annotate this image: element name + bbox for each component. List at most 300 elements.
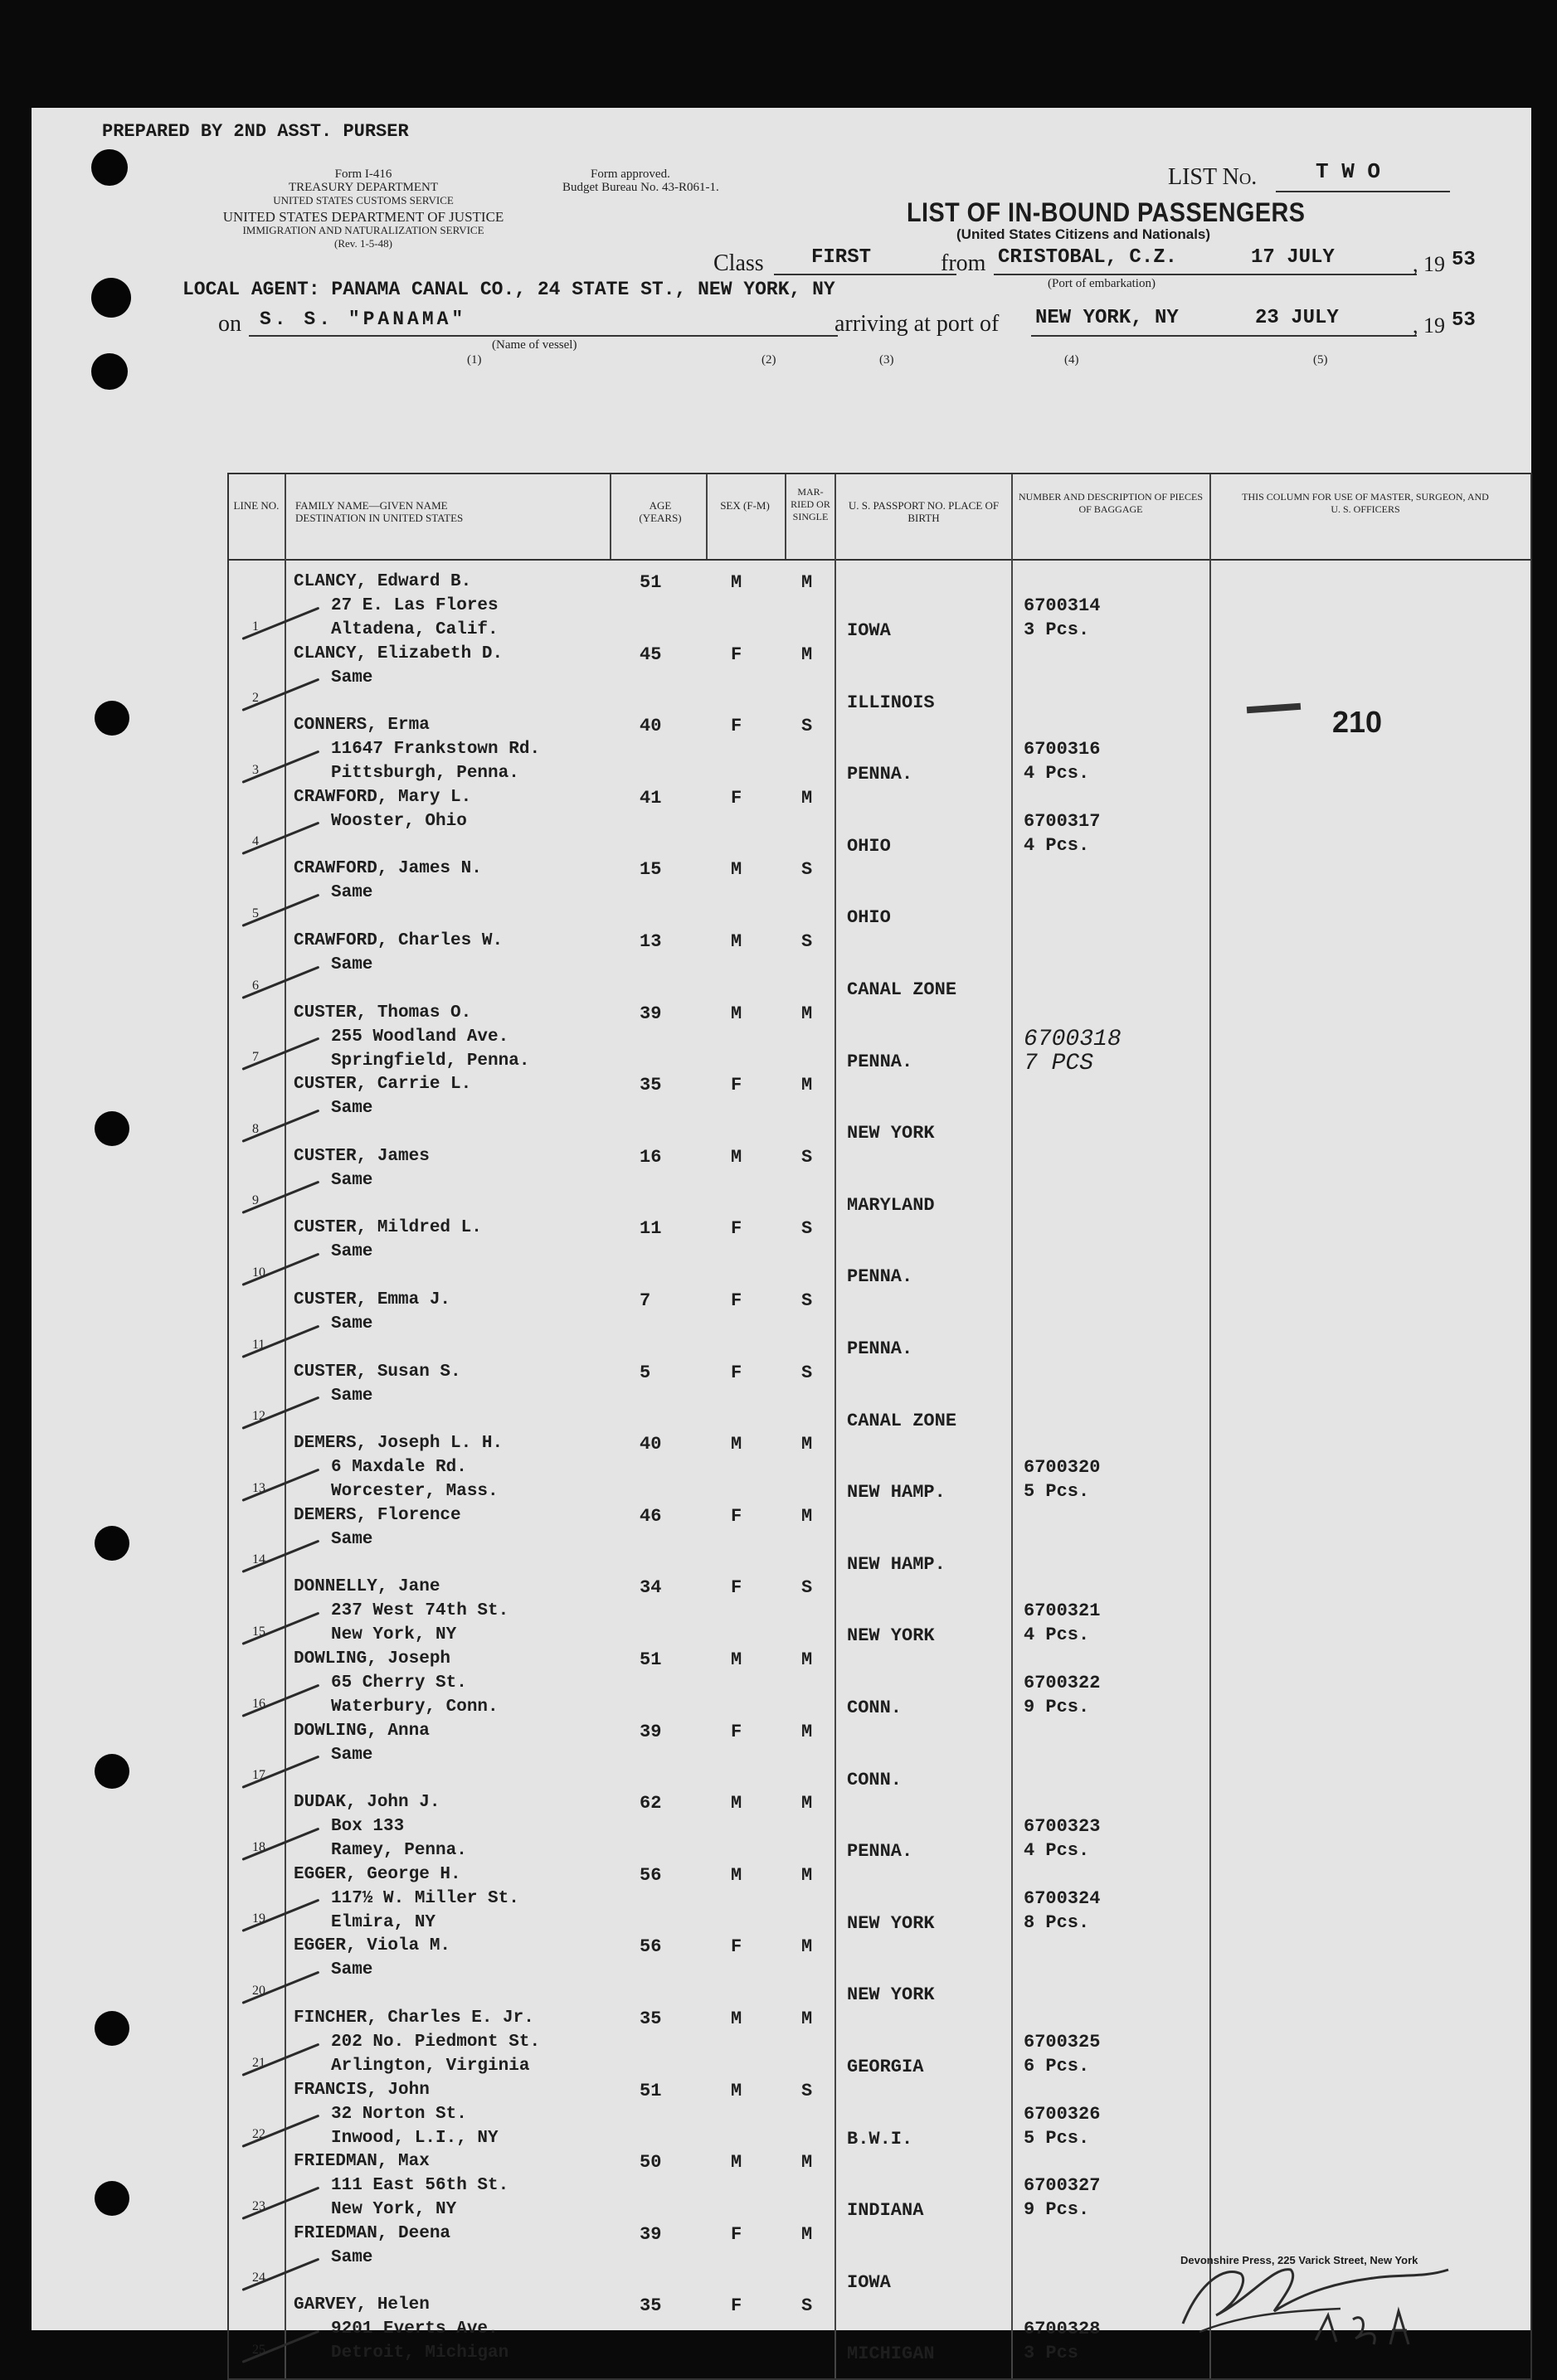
local-agent: LOCAL AGENT: PANAMA CANAL CO., 24 STATE ST., NEW YORK, NY [182, 279, 835, 300]
table-row [229, 572, 1530, 644]
passenger-address: Same [331, 2247, 373, 2267]
baggage-pieces: 3 Pcs. [1024, 619, 1090, 640]
passenger-marital-status: M [801, 1075, 813, 1096]
row-number: 19 [252, 1911, 265, 1926]
row-number: 21 [252, 2055, 265, 2070]
passenger-marital-status: M [801, 1003, 813, 1024]
table-row [229, 788, 1530, 860]
passenger-address: Worcester, Mass. [331, 1482, 499, 1502]
baggage-number: 6700325 [1024, 2032, 1101, 2052]
passenger-marital-status: S [801, 931, 813, 952]
place-of-birth: GEORGIA [847, 2057, 924, 2077]
col-header-name: FAMILY NAME—GIVEN NAME DESTINATION IN UNITED STATES [295, 499, 464, 524]
passenger-address: 202 No. Piedmont St. [331, 2033, 541, 2052]
passenger-age: 39 [640, 2223, 662, 2245]
class-value: FIRST [811, 246, 872, 269]
passenger-marital-status: S [801, 1146, 813, 1168]
form-line: UNITED STATES DEPARTMENT OF JUSTICE [222, 209, 504, 225]
column-rule [610, 474, 611, 559]
passenger-address: Same [331, 1314, 373, 1333]
passenger-sex: F [731, 716, 742, 737]
place-of-birth: NEW YORK [847, 1912, 935, 1934]
row-number: 1 [252, 619, 259, 634]
passenger-address: Same [331, 1960, 373, 1980]
passenger-address: Same [331, 955, 373, 974]
passenger-marital-status: S [801, 1577, 813, 1599]
passenger-sex: F [731, 644, 742, 665]
passenger-sex: F [731, 2295, 742, 2317]
manifest-sheet [32, 108, 1531, 2365]
vessel-underline [249, 335, 838, 337]
column-number: (2) [761, 353, 776, 367]
passenger-age: 7 [640, 1290, 651, 1311]
passenger-marital-status: M [801, 2223, 813, 2245]
passenger-age: 45 [640, 644, 662, 665]
approval-block [562, 168, 719, 194]
place-of-birth: MARYLAND [847, 1194, 935, 1216]
passenger-name: DOWLING, Anna [294, 1721, 430, 1741]
passenger-age: 13 [640, 931, 662, 952]
baggage-number: 6700326 [1024, 2103, 1101, 2125]
arrival-date: 23 JULY [1255, 307, 1339, 329]
passenger-sex: F [731, 1290, 742, 1311]
row-number: 23 [252, 2198, 265, 2213]
passenger-address: 11647 Frankstown Rd. [331, 740, 541, 760]
on-label: on [218, 311, 241, 337]
passenger-marital-status: S [801, 716, 813, 737]
place-of-birth: PENNA. [847, 1051, 913, 1072]
table-row [229, 1362, 1530, 1435]
col-header-officers: THIS COLUMN FOR USE OF MASTER, SURGEON, AND U. S. OFFICERS [1242, 491, 1489, 515]
place-of-birth: PENNA. [847, 1338, 913, 1359]
passenger-sex: F [731, 1577, 742, 1599]
passenger-name: FINCHER, Charles E. Jr. [294, 2008, 534, 2028]
place-of-birth: NEW YORK [847, 1984, 935, 2006]
place-of-birth: PENNA. [847, 1841, 913, 1863]
passenger-sex: M [731, 2152, 742, 2174]
baggage-pieces: 4 Pcs. [1024, 1625, 1090, 1646]
passenger-address: 9201 Everts Ave. [331, 2319, 499, 2339]
baggage-number: 6700316 [1024, 739, 1101, 760]
passenger-age: 40 [640, 1434, 662, 1455]
passenger-age: 35 [640, 1075, 662, 1096]
place-of-birth: PENNA. [847, 1266, 913, 1288]
column-rule [785, 474, 786, 559]
punch-hole [95, 2181, 129, 2216]
passenger-name: CUSTER, Thomas O. [294, 1003, 472, 1022]
passenger-sex: F [731, 1936, 742, 1958]
col-header-age: AGE (YEARS) [639, 499, 682, 524]
passenger-address: Arlington, Virginia [331, 2057, 530, 2076]
row-number: 9 [252, 1193, 259, 1208]
passenger-sex: F [731, 1721, 742, 1742]
row-number: 2 [252, 691, 259, 706]
passenger-marital-status: S [801, 1362, 813, 1383]
passenger-address: Same [331, 1242, 373, 1262]
class-label: Class [713, 250, 764, 276]
place-of-birth: CANAL ZONE [847, 979, 957, 1000]
passenger-age: 15 [640, 859, 662, 881]
page-subtitle: (United States Citizens and Nationals) [956, 226, 1211, 242]
passenger-address: 237 West 74th St. [331, 1601, 509, 1621]
passenger-address: Springfield, Penna. [331, 1051, 530, 1071]
passenger-age: 51 [640, 1649, 662, 1670]
footer-press: Devonshire Press, 225 Varick Street, New York [1180, 2254, 1418, 2266]
passenger-name: CRAWFORD, Charles W. [294, 931, 504, 950]
table-row [229, 859, 1530, 931]
passenger-age: 56 [640, 1864, 662, 1886]
place-of-birth: CANAL ZONE [847, 1410, 957, 1431]
baggage-pieces: 5 Pcs. [1024, 1481, 1090, 1503]
form-line: (Rev. 1-5-48) [334, 237, 392, 250]
passenger-marital-status: M [801, 1864, 813, 1886]
from-value: CRISTOBAL, C.Z. [998, 246, 1178, 269]
passenger-age: 35 [640, 2295, 662, 2317]
passenger-marital-status: S [801, 859, 813, 881]
passenger-sex: F [731, 787, 742, 809]
passenger-sex: M [731, 1649, 742, 1670]
passenger-address: New York, NY [331, 1625, 457, 1645]
table-row [229, 1793, 1530, 1865]
place-of-birth: INDIANA [847, 2200, 924, 2222]
passenger-sex: F [731, 1075, 742, 1096]
passenger-name: EGGER, Viola M. [294, 1936, 451, 1956]
passenger-name: DOWLING, Joseph [294, 1649, 451, 1668]
baggage-pieces: 9 Pcs. [1024, 1697, 1090, 1717]
column-rule [706, 474, 708, 559]
passenger-marital-status: S [801, 1290, 813, 1311]
year-prefix: , 19 [1413, 252, 1445, 276]
table-row [229, 1218, 1530, 1290]
table-row [229, 1577, 1530, 1649]
passenger-address: Wooster, Ohio [331, 811, 467, 831]
passenger-sex: M [731, 1003, 742, 1024]
passenger-marital-status: M [801, 644, 813, 665]
baggage-number: 6700322 [1024, 1673, 1101, 1693]
arrival-port: NEW YORK, NY [1035, 307, 1179, 329]
row-number: 10 [252, 1265, 265, 1280]
passenger-address: Detroit, Michigan [331, 2344, 509, 2363]
place-of-birth: PENNA. [847, 764, 913, 785]
passenger-age: 35 [640, 2008, 662, 2029]
col-header-line: LINE NO. [233, 499, 280, 512]
passenger-age: 5 [640, 1362, 651, 1383]
approval-line: Form approved. [591, 168, 670, 181]
passenger-name: CRAWFORD, James N. [294, 859, 482, 879]
passenger-address: Same [331, 1529, 373, 1549]
year-prefix: , 19 [1413, 313, 1445, 338]
list-no-value: T W O [1316, 159, 1381, 184]
passenger-address: Inwood, L.I., NY [331, 2128, 499, 2148]
passenger-name: CUSTER, Susan S. [294, 1362, 461, 1382]
passenger-age: 39 [640, 1721, 662, 1742]
form-line: UNITED STATES CUSTOMS SERVICE [273, 194, 454, 206]
passenger-sex: M [731, 931, 742, 952]
place-of-birth: NEW YORK [847, 1123, 935, 1144]
passenger-address: Same [331, 1386, 373, 1406]
passenger-age: 41 [640, 787, 662, 809]
passenger-address: 32 Norton St. [331, 2104, 467, 2124]
arriving-label: arriving at port of [834, 311, 1000, 337]
passenger-address: Same [331, 1099, 373, 1119]
row-number: 20 [252, 1983, 265, 1998]
row-number: 24 [252, 2271, 265, 2285]
passenger-marital-status: S [801, 1218, 813, 1240]
column-number: (1) [467, 353, 482, 367]
row-number: 22 [252, 2127, 265, 2142]
passenger-address: New York, NY [331, 2200, 457, 2220]
baggage-pieces: 4 Pcs. [1024, 1840, 1090, 1862]
table-row [229, 2081, 1530, 2153]
column-number: (5) [1313, 353, 1328, 367]
passenger-address: 27 E. Las Flores [331, 596, 499, 615]
passenger-marital-status: S [801, 2295, 813, 2317]
baggage-pieces: 7 PCS [1024, 1050, 1094, 1076]
baggage-pieces: 3 Pcs [1024, 2343, 1079, 2364]
baggage-number: 6700320 [1024, 1457, 1101, 1479]
passenger-address: 255 Woodland Ave. [331, 1027, 509, 1047]
passenger-marital-status: M [801, 1721, 813, 1742]
baggage-pieces: 4 Pcs. [1024, 834, 1090, 856]
place-of-birth: IOWA [847, 2271, 891, 2293]
punch-hole [91, 149, 128, 186]
passenger-name: CLANCY, Elizabeth D. [294, 644, 504, 663]
passenger-age: 11 [640, 1218, 662, 1240]
baggage-pieces: 4 Pcs. [1024, 763, 1090, 784]
baggage-number: 6700324 [1024, 1887, 1101, 1909]
row-number: 16 [252, 1696, 265, 1711]
baggage-number: 6700323 [1024, 1816, 1101, 1838]
row-number: 3 [252, 762, 259, 777]
passenger-sex: M [731, 1864, 742, 1886]
punch-hole [95, 1111, 129, 1146]
vessel-name: S. S. "PANAMA" [260, 308, 467, 330]
passenger-name: FRIEDMAN, Max [294, 2152, 430, 2172]
table-row [229, 1147, 1530, 1219]
passenger-age: 39 [640, 1003, 662, 1024]
passenger-age: 16 [640, 1146, 662, 1168]
passenger-age: 46 [640, 1505, 662, 1527]
baggage-pieces: 6 Pcs. [1024, 2056, 1090, 2076]
from-underline [994, 274, 1417, 275]
passenger-address: Waterbury, Conn. [331, 1698, 499, 1717]
passenger-address: Elmira, NY [331, 1912, 436, 1932]
list-no-label: LIST No. [1168, 164, 1258, 190]
row-number: 14 [252, 1552, 265, 1567]
punch-hole [95, 701, 129, 736]
list-no-underline [1276, 191, 1450, 192]
place-of-birth: B.W.I. [847, 2128, 913, 2149]
baggage-number: 6700317 [1024, 810, 1101, 832]
passenger-marital-status: M [801, 1793, 813, 1814]
baggage-number: 6700321 [1024, 1600, 1101, 1622]
col-header-married: MAR-RIED OR SINGLE [791, 486, 830, 522]
officer-note: 210 [1332, 705, 1383, 739]
col-header-baggage: NUMBER AND DESCRIPTION OF PIECES OF BAGGAGE [1018, 491, 1204, 515]
row-number: 7 [252, 1050, 259, 1065]
vessel-caption: (Name of vessel) [492, 338, 577, 352]
row-number: 6 [252, 978, 259, 993]
arrival-year: 53 [1452, 309, 1476, 332]
passenger-address: Ramey, Penna. [331, 1841, 467, 1861]
passenger-marital-status: M [801, 1505, 813, 1527]
passenger-name: CUSTER, Emma J. [294, 1290, 451, 1309]
passenger-name: CRAWFORD, Mary L. [294, 787, 472, 807]
passenger-name: FRANCIS, John [294, 2080, 430, 2100]
table-row [229, 2008, 1530, 2081]
passenger-name: GARVEY, Helen [294, 2295, 430, 2315]
punch-hole [95, 1754, 129, 1789]
passenger-age: 62 [640, 1793, 662, 1814]
form-line: IMMIGRATION AND NATURALIZATION SERVICE [242, 224, 484, 236]
place-of-birth: ILLINOIS [847, 692, 935, 713]
header-rule [229, 559, 1530, 561]
passenger-name: CUSTER, Carrie L. [294, 1075, 472, 1095]
passenger-address: 117½ W. Miller St. [331, 1888, 519, 1908]
arrival-underline [1031, 335, 1417, 337]
punch-hole [91, 353, 128, 390]
punch-hole [91, 278, 131, 318]
baggage-number: 6700328 [1024, 2319, 1101, 2340]
passenger-name: FRIEDMAN, Deena [294, 2223, 451, 2243]
baggage-number: 6700318 [1024, 1026, 1122, 1052]
passenger-marital-status: M [801, 787, 813, 809]
passenger-name: DONNELLY, Jane [294, 1577, 440, 1597]
passenger-address: Same [331, 883, 373, 903]
passenger-sex: F [731, 2223, 742, 2245]
passenger-age: 51 [640, 572, 662, 593]
departure-year: 53 [1452, 249, 1476, 271]
row-number: 11 [252, 1337, 265, 1352]
passenger-age: 34 [640, 1577, 662, 1599]
passenger-marital-status: M [801, 2152, 813, 2174]
passenger-marital-status: M [801, 1434, 813, 1455]
passenger-sex: M [731, 2008, 742, 2029]
table-row [229, 1506, 1530, 1578]
table-row [229, 931, 1530, 1003]
passenger-address: Altadena, Calif. [331, 620, 499, 639]
table-row [229, 1936, 1530, 2008]
place-of-birth: CONN. [847, 1698, 903, 1718]
passenger-name: EGGER, George H. [294, 1864, 461, 1884]
baggage-pieces: 8 Pcs. [1024, 1911, 1090, 1933]
row-number: 18 [252, 1839, 265, 1854]
row-number: 13 [252, 1480, 265, 1495]
passenger-sex: F [731, 1218, 742, 1240]
column-number: (4) [1064, 353, 1079, 367]
place-of-birth: OHIO [847, 835, 891, 857]
passenger-address: 111 East 56th St. [331, 2176, 509, 2196]
place-of-birth: NEW HAMP. [847, 1553, 946, 1575]
passenger-name: DEMERS, Florence [294, 1505, 461, 1525]
approval-line: Budget Bureau No. 43-R061-1. [562, 181, 719, 194]
place-of-birth: CONN. [847, 1769, 903, 1790]
table-row [229, 1434, 1530, 1506]
passenger-name: CUSTER, Mildred L. [294, 1218, 482, 1238]
table-row [229, 2152, 1530, 2224]
passenger-name: CONNERS, Erma [294, 716, 430, 736]
port-caption: (Port of embarkation) [1048, 277, 1156, 290]
passenger-marital-status: S [801, 2080, 813, 2101]
table-row [229, 1075, 1530, 1147]
passenger-age: 40 [640, 716, 662, 737]
table-row [229, 1865, 1530, 1937]
passenger-marital-status: M [801, 1936, 813, 1958]
page-title: LIST OF IN-BOUND PASSENGERS [907, 197, 1306, 227]
row-number: 5 [252, 906, 259, 920]
row-number: 15 [252, 1624, 265, 1639]
passenger-sex: M [731, 572, 742, 593]
table-row [229, 1649, 1530, 1722]
baggage-pieces: 5 Pcs. [1024, 2127, 1090, 2149]
table-row [229, 1722, 1530, 1794]
passenger-address: Same [331, 1745, 373, 1765]
column-number: (3) [879, 353, 894, 367]
passenger-age: 56 [640, 1936, 662, 1958]
passenger-name: DEMERS, Joseph L. H. [294, 1434, 504, 1454]
row-number: 4 [252, 834, 259, 849]
passenger-sex: M [731, 1793, 742, 1814]
passenger-address: 6 Maxdale Rd. [331, 1458, 467, 1478]
col-header-passport: U. S. PASSPORT NO. PLACE OF BIRTH [848, 499, 1000, 524]
row-number: 17 [252, 1768, 265, 1783]
passenger-marital-status: M [801, 1649, 813, 1670]
punch-hole [95, 2011, 129, 2046]
table-row [229, 1003, 1530, 1076]
passenger-sex: M [731, 1146, 742, 1168]
passenger-address: Same [331, 668, 373, 687]
passenger-table [227, 473, 1532, 2380]
passenger-name: CUSTER, James [294, 1146, 430, 1166]
passenger-age: 50 [640, 2152, 662, 2174]
passenger-name: CLANCY, Edward B. [294, 572, 472, 591]
passenger-sex: M [731, 1434, 742, 1455]
baggage-number: 6700314 [1024, 595, 1101, 616]
row-number: 8 [252, 1121, 259, 1136]
row-number: 12 [252, 1409, 265, 1424]
form-id-block [210, 168, 517, 250]
passenger-address: Same [331, 1170, 373, 1190]
table-row [229, 1290, 1530, 1362]
passenger-age: 51 [640, 2080, 662, 2101]
passenger-marital-status: M [801, 2008, 813, 2029]
inspector-signature [1150, 2232, 1482, 2357]
passenger-name: DUDAK, John J. [294, 1793, 440, 1813]
passenger-sex: M [731, 2080, 742, 2101]
col-header-sex: SEX (F-M) [720, 499, 770, 512]
class-underline [774, 274, 956, 275]
passenger-address: Pittsburgh, Penna. [331, 764, 519, 784]
place-of-birth: NEW HAMP. [847, 1482, 946, 1503]
punch-hole [95, 1526, 129, 1561]
place-of-birth: IOWA [847, 620, 891, 641]
passenger-address: 65 Cherry St. [331, 1673, 467, 1693]
passenger-sex: F [731, 1362, 742, 1383]
departure-date: 17 JULY [1251, 246, 1335, 269]
place-of-birth: MICHIGAN [847, 2344, 935, 2365]
baggage-number: 6700327 [1024, 2175, 1101, 2197]
passenger-sex: M [731, 859, 742, 881]
row-number: 25 [252, 2342, 265, 2357]
baggage-pieces: 9 Pcs. [1024, 2199, 1090, 2221]
prepared-by-label: PREPARED BY 2ND ASST. PURSER [102, 121, 409, 142]
place-of-birth: OHIO [847, 907, 891, 929]
passenger-sex: F [731, 1505, 742, 1527]
form-line: Form I-416 [334, 168, 392, 181]
from-label: from [941, 250, 986, 276]
place-of-birth: NEW YORK [847, 1625, 935, 1647]
passenger-marital-status: M [801, 572, 813, 593]
